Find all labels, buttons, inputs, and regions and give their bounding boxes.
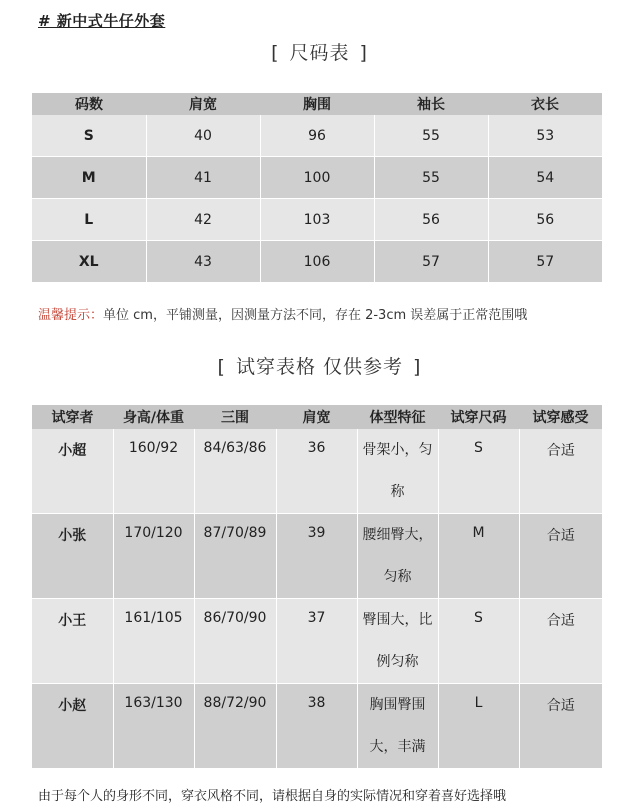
table-cell: 43 bbox=[146, 241, 260, 283]
measurement-tip bbox=[38, 304, 527, 323]
header-chest: 胸围 bbox=[260, 93, 374, 115]
bracket-open: [ bbox=[271, 42, 280, 64]
header-tried-size: 试穿尺码 bbox=[438, 405, 519, 429]
table-row bbox=[32, 157, 602, 199]
size-code-cell: XL bbox=[32, 241, 146, 283]
table-cell: 54 bbox=[488, 157, 602, 199]
tester-name-cell: 小超 bbox=[32, 429, 113, 514]
tester-name-cell: 小赵 bbox=[32, 684, 113, 769]
table-cell: 160/92 bbox=[113, 429, 194, 514]
table-cell: 103 bbox=[260, 199, 374, 241]
table-cell: 56 bbox=[488, 199, 602, 241]
body-type-cell: 胸围臀围大，丰满 bbox=[357, 684, 438, 769]
table-cell: 161/105 bbox=[113, 599, 194, 684]
table-cell: 36 bbox=[276, 429, 357, 514]
table-cell: L bbox=[438, 684, 519, 769]
body-type-cell: 臀围大，比例匀称 bbox=[357, 599, 438, 684]
footer-note: 由于每个人的身形不同，穿衣风格不同，请根据自身的实际情况和穿着喜好选择哦 bbox=[38, 789, 507, 804]
table-cell: S bbox=[438, 429, 519, 514]
table-row bbox=[32, 599, 602, 684]
bracket-close: ] bbox=[413, 356, 422, 378]
tester-name-cell: 小张 bbox=[32, 514, 113, 599]
table-cell: 88/72/90 bbox=[194, 684, 276, 769]
fitting-table-heading bbox=[0, 352, 639, 379]
table-cell: 57 bbox=[488, 241, 602, 283]
header-body-type: 体型特征 bbox=[357, 405, 438, 429]
header-size-code: 码数 bbox=[32, 93, 146, 115]
fitting-table-title: 试穿表格 仅供参考 bbox=[235, 356, 404, 378]
product-title: # 新中式牛仔外套 bbox=[38, 12, 166, 30]
tip-label: 温馨提示： bbox=[38, 308, 104, 323]
table-cell: 163/130 bbox=[113, 684, 194, 769]
table-cell: 100 bbox=[260, 157, 374, 199]
header-length: 衣长 bbox=[488, 93, 602, 115]
table-cell: 55 bbox=[374, 115, 488, 157]
table-cell: 40 bbox=[146, 115, 260, 157]
table-cell: 38 bbox=[276, 684, 357, 769]
header-height-weight: 身高/体重 bbox=[113, 405, 194, 429]
table-cell: 41 bbox=[146, 157, 260, 199]
table-row bbox=[32, 241, 602, 283]
header-sleeve: 袖长 bbox=[374, 93, 488, 115]
table-cell: S bbox=[438, 599, 519, 684]
table-row bbox=[32, 684, 602, 769]
table-cell: 56 bbox=[374, 199, 488, 241]
table-cell: 87/70/89 bbox=[194, 514, 276, 599]
table-row bbox=[32, 514, 602, 599]
tip-text: 单位 cm，平铺测量，因测量方法不同，存在 2-3cm 误差属于正常范围哦 bbox=[103, 308, 528, 323]
table-row bbox=[32, 115, 602, 157]
fitting-table-header-row bbox=[32, 405, 602, 429]
fitting-table bbox=[32, 405, 602, 769]
header-measurements: 三围 bbox=[194, 405, 276, 429]
table-cell: 合适 bbox=[519, 429, 602, 514]
size-code-cell: L bbox=[32, 199, 146, 241]
size-code-cell: S bbox=[32, 115, 146, 157]
table-cell: M bbox=[438, 514, 519, 599]
table-cell: 37 bbox=[276, 599, 357, 684]
table-cell: 106 bbox=[260, 241, 374, 283]
table-cell: 合适 bbox=[519, 514, 602, 599]
table-cell: 39 bbox=[276, 514, 357, 599]
table-cell: 合适 bbox=[519, 684, 602, 769]
header-shoulder: 肩宽 bbox=[276, 405, 357, 429]
bracket-close: ] bbox=[359, 42, 368, 64]
table-cell: 55 bbox=[374, 157, 488, 199]
table-cell: 96 bbox=[260, 115, 374, 157]
table-cell: 170/120 bbox=[113, 514, 194, 599]
table-cell: 86/70/90 bbox=[194, 599, 276, 684]
body-type-cell: 骨架小，匀称 bbox=[357, 429, 438, 514]
header-shoulder: 肩宽 bbox=[146, 93, 260, 115]
size-chart-title: 尺码表 bbox=[289, 42, 350, 64]
tester-name-cell: 小王 bbox=[32, 599, 113, 684]
size-chart-heading bbox=[0, 38, 639, 65]
table-cell: 合适 bbox=[519, 599, 602, 684]
header-fit-feeling: 试穿感受 bbox=[519, 405, 602, 429]
table-row bbox=[32, 199, 602, 241]
table-cell: 42 bbox=[146, 199, 260, 241]
table-cell: 84/63/86 bbox=[194, 429, 276, 514]
table-cell: 53 bbox=[488, 115, 602, 157]
bracket-open: [ bbox=[217, 356, 226, 378]
size-table-header-row bbox=[32, 93, 602, 115]
header-tester: 试穿者 bbox=[32, 405, 113, 429]
table-cell: 57 bbox=[374, 241, 488, 283]
size-code-cell: M bbox=[32, 157, 146, 199]
table-row bbox=[32, 429, 602, 514]
body-type-cell: 腰细臀大，匀称 bbox=[357, 514, 438, 599]
size-table bbox=[32, 93, 602, 283]
